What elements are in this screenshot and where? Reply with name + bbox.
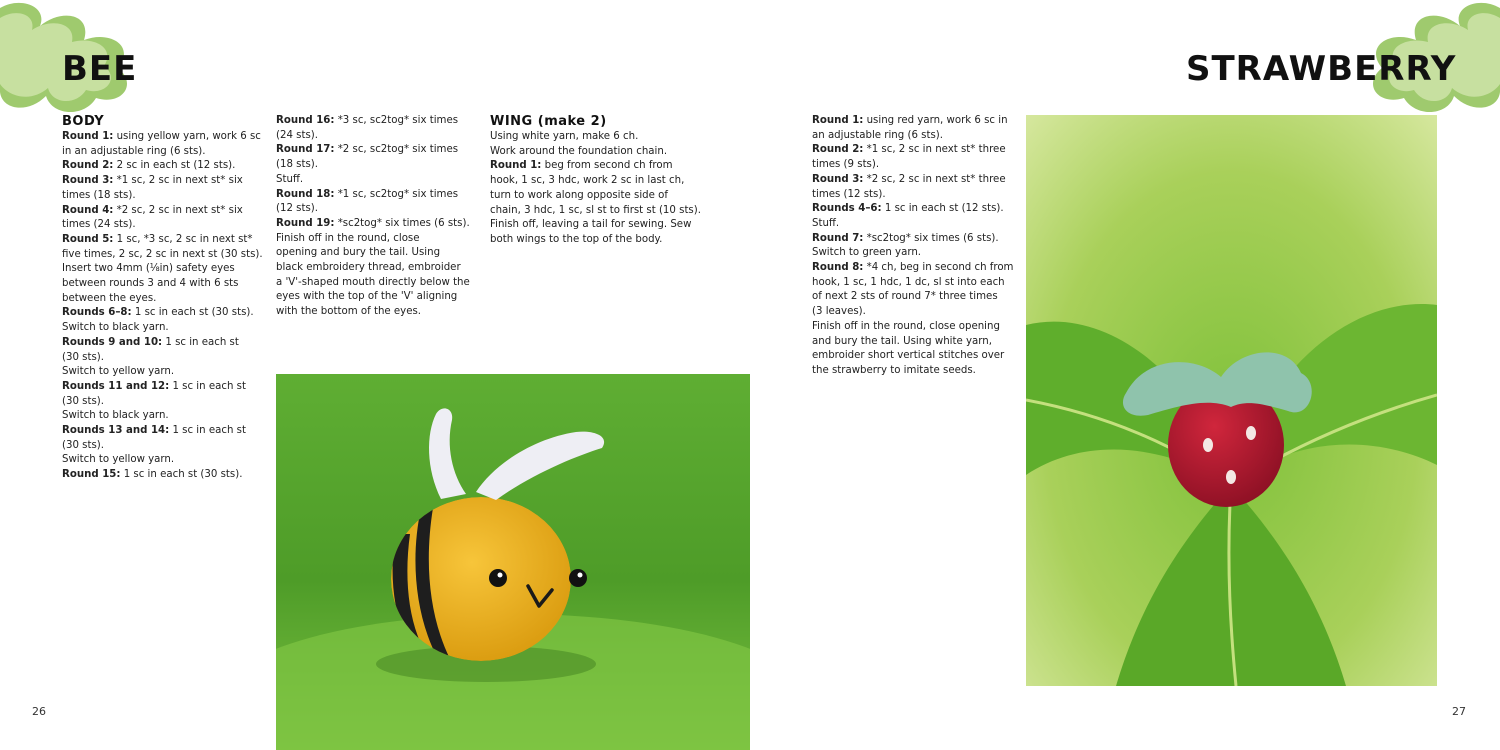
instruction-text: *sc2tog* six times (6 sts). xyxy=(863,232,999,244)
instruction-text: 1 sc in each st (30 sts). xyxy=(120,469,243,481)
instruction-text: *sc2tog* six times (6 sts). xyxy=(334,217,470,229)
instruction-text: (12 sts). xyxy=(276,203,318,215)
round-label: Round 3: xyxy=(812,173,864,185)
instruction-line xyxy=(812,173,1017,188)
instruction-text: hook, 1 sc, 3 hdc, work 2 sc in last ch, xyxy=(490,175,685,187)
page-number-right: 27 xyxy=(1452,705,1466,718)
instruction-text: Finish off in the round, close xyxy=(276,232,420,244)
instruction-text: both wings to the top of the body. xyxy=(490,233,663,245)
instruction-text: with the bottom of the eyes. xyxy=(276,306,422,318)
page-number-left: 26 xyxy=(32,705,46,718)
round-label: Round 1: xyxy=(62,131,114,142)
instruction-line xyxy=(812,217,1017,232)
round-label: Round 18: xyxy=(276,188,335,200)
round-label: Round 19: xyxy=(276,217,335,229)
instruction-line xyxy=(276,232,476,247)
instruction-line xyxy=(812,364,1017,379)
round-label: Round 15: xyxy=(62,469,121,481)
round-label: Round 16: xyxy=(276,115,335,126)
instruction-text: *2 sc, sc2tog* six times xyxy=(334,144,459,156)
instruction-line xyxy=(276,129,476,144)
instruction-text: a 'V'-shaped mouth directly below the xyxy=(276,276,470,288)
instruction-line xyxy=(276,188,476,203)
instruction-line xyxy=(62,233,262,248)
instruction-line xyxy=(812,305,1017,320)
instruction-text: and bury the tail. Using white yarn, xyxy=(812,335,992,347)
instruction-line xyxy=(62,174,262,189)
instruction-line xyxy=(490,233,700,248)
instruction-line xyxy=(62,453,262,468)
strawberry-pattern-column xyxy=(812,114,1017,379)
instruction-text: 1 sc in each st (12 sts). xyxy=(881,203,1004,215)
instruction-text: Stuff. xyxy=(812,217,840,229)
instruction-text: beg from second ch from xyxy=(541,160,673,172)
bee-photo xyxy=(276,374,750,750)
body-heading: BODY xyxy=(62,114,105,129)
instruction-text: turn to work along opposite side of xyxy=(490,189,668,201)
instruction-text: eyes with the top of the 'V' aligning xyxy=(276,291,458,303)
instruction-line xyxy=(62,439,262,454)
instruction-line xyxy=(812,261,1017,276)
instruction-line xyxy=(490,130,700,145)
instruction-line xyxy=(276,305,476,320)
instruction-text: opening and bury the tail. Using xyxy=(276,247,441,259)
instruction-line xyxy=(276,246,476,261)
instruction-line xyxy=(812,290,1017,305)
bee-title: BEE xyxy=(62,49,138,89)
round-label: Round 8: xyxy=(812,262,864,274)
instruction-text: of next 2 sts of round 7* three times xyxy=(812,291,998,303)
instruction-line xyxy=(812,320,1017,335)
instruction-line xyxy=(812,349,1017,364)
instruction-line xyxy=(812,129,1017,144)
instruction-line xyxy=(276,276,476,291)
wing-instructions xyxy=(490,130,700,248)
instruction-line xyxy=(490,145,700,160)
instruction-text: chain, 3 hdc, 1 sc, sl st to first st (10 sts). xyxy=(490,204,701,216)
round-label: Rounds 9 and 10: xyxy=(62,336,163,348)
instruction-line xyxy=(812,232,1017,247)
instruction-line xyxy=(62,204,262,219)
round-label: Round 4: xyxy=(62,204,114,216)
body-instructions-cont xyxy=(276,114,476,320)
instruction-line xyxy=(62,189,262,204)
instruction-line xyxy=(62,365,262,380)
instruction-line xyxy=(62,277,262,292)
instruction-text: (30 sts). xyxy=(62,439,104,451)
instruction-text: *4 ch, beg in second ch from xyxy=(863,262,1014,274)
instruction-text: Switch to black yarn. xyxy=(62,410,169,422)
round-label: Rounds 6–8: xyxy=(62,307,132,319)
instruction-line xyxy=(276,158,476,173)
instruction-line xyxy=(62,262,262,277)
instruction-text: using yellow yarn, work 6 sc xyxy=(113,131,261,142)
instruction-line xyxy=(812,188,1017,203)
instruction-line xyxy=(62,292,262,307)
instruction-line xyxy=(62,409,262,424)
instruction-text: Work around the foundation chain. xyxy=(490,145,668,157)
instruction-text: times (18 sts). xyxy=(62,189,136,201)
instruction-text: times (12 sts). xyxy=(812,188,886,200)
instruction-text: using red yarn, work 6 sc in xyxy=(863,115,1008,126)
round-label: Rounds 13 and 14: xyxy=(62,425,170,437)
instruction-text: 1 sc in each st xyxy=(169,380,246,392)
instruction-text: times (24 sts). xyxy=(62,219,136,231)
instruction-text: (30 sts). xyxy=(62,395,104,407)
instruction-text: (18 sts). xyxy=(276,159,318,171)
instruction-line xyxy=(276,217,476,232)
instruction-line xyxy=(276,261,476,276)
instruction-line xyxy=(812,158,1017,173)
instruction-line xyxy=(490,218,700,233)
instruction-line xyxy=(812,276,1017,291)
round-label: Round 1: xyxy=(490,160,542,172)
instruction-text: (24 sts). xyxy=(276,129,318,141)
instruction-line xyxy=(490,159,700,174)
instruction-line xyxy=(62,130,262,145)
instruction-text: Insert two 4mm (⅛in) safety eyes xyxy=(62,263,235,275)
instruction-line xyxy=(812,114,1017,129)
round-label: Rounds 4–6: xyxy=(812,203,882,215)
instruction-text: (30 sts). xyxy=(62,351,104,363)
instruction-text: between rounds 3 and 4 with 6 sts xyxy=(62,278,239,290)
round-label: Round 17: xyxy=(276,144,335,156)
instruction-line xyxy=(490,204,700,219)
bee-body-cont-column xyxy=(276,114,476,320)
instruction-text: between the eyes. xyxy=(62,292,157,304)
instruction-line xyxy=(62,321,262,336)
instruction-line xyxy=(62,424,262,439)
instruction-text: *2 sc, 2 sc in next st* three xyxy=(863,173,1006,185)
instruction-line xyxy=(490,189,700,204)
instruction-text: embroider short vertical stitches over xyxy=(812,350,1005,362)
body-instructions xyxy=(62,130,262,483)
instruction-text: Stuff. xyxy=(276,173,304,185)
instruction-line xyxy=(276,173,476,188)
instruction-line xyxy=(62,351,262,366)
instruction-line xyxy=(62,395,262,410)
round-label: Rounds 11 and 12: xyxy=(62,380,170,392)
instruction-text: the strawberry to imitate seeds. xyxy=(812,364,976,376)
instruction-line xyxy=(276,202,476,217)
strawberry-title: STRAWBERRY xyxy=(1186,49,1457,89)
instruction-text: hook, 1 sc, 1 hdc, 1 dc, sl st into each xyxy=(812,276,1005,288)
instruction-line xyxy=(62,218,262,233)
instruction-text: *1 sc, sc2tog* six times xyxy=(334,188,459,200)
instruction-text: in an adjustable ring (6 sts). xyxy=(62,145,206,157)
instruction-text: Finish off, leaving a tail for sewing. Sew xyxy=(490,219,692,231)
instruction-text: *1 sc, 2 sc in next st* six xyxy=(113,175,243,187)
instruction-text: 1 sc in each st xyxy=(169,425,246,437)
round-label: Round 5: xyxy=(62,233,114,245)
instruction-line xyxy=(62,145,262,160)
instruction-line xyxy=(490,174,700,189)
instruction-text: 2 sc in each st (12 sts). xyxy=(113,160,236,172)
instruction-line xyxy=(62,468,262,483)
instruction-text: Switch to green yarn. xyxy=(812,247,922,259)
instruction-text: Using white yarn, make 6 ch. xyxy=(490,131,639,142)
instruction-text: 1 sc in each st xyxy=(162,336,239,348)
instruction-line xyxy=(276,290,476,305)
round-label: Round 3: xyxy=(62,175,114,187)
instruction-line xyxy=(62,159,262,174)
instruction-text: *1 sc, 2 sc in next st* three xyxy=(863,144,1006,156)
instruction-text: Switch to yellow yarn. xyxy=(62,454,175,466)
bee-body-column xyxy=(62,114,262,483)
round-label: Round 1: xyxy=(812,115,864,126)
instruction-line xyxy=(812,143,1017,158)
instruction-line xyxy=(812,202,1017,217)
bee-wing-column xyxy=(490,114,700,248)
instruction-text: black embroidery thread, embroider xyxy=(276,262,461,274)
instruction-text: (3 leaves). xyxy=(812,306,866,318)
instruction-text: Switch to black yarn. xyxy=(62,322,169,334)
instruction-text: Switch to yellow yarn. xyxy=(62,366,175,378)
instruction-line xyxy=(812,246,1017,261)
round-label: Round 2: xyxy=(62,160,114,172)
instruction-line xyxy=(62,380,262,395)
instruction-text: Finish off in the round, close opening xyxy=(812,320,1000,332)
instruction-line xyxy=(276,143,476,158)
wing-heading: WING (make 2) xyxy=(490,114,607,129)
instruction-text: 1 sc in each st (30 sts). xyxy=(131,307,254,319)
instruction-line xyxy=(62,248,262,263)
instruction-text: an adjustable ring (6 sts). xyxy=(812,129,943,141)
instruction-text: *3 sc, sc2tog* six times xyxy=(334,115,459,126)
round-label: Round 2: xyxy=(812,144,864,156)
instruction-line xyxy=(812,335,1017,350)
instruction-text: *2 sc, 2 sc in next st* six xyxy=(113,204,243,216)
instruction-text: times (9 sts). xyxy=(812,159,880,171)
instruction-line xyxy=(62,336,262,351)
instruction-text: 1 sc, *3 sc, 2 sc in next st* xyxy=(113,233,253,245)
round-label: Round 7: xyxy=(812,232,864,244)
instruction-line xyxy=(276,114,476,129)
strawberry-photo xyxy=(1026,115,1437,686)
instruction-line xyxy=(62,306,262,321)
strawberry-instructions xyxy=(812,114,1017,379)
instruction-text: five times, 2 sc, 2 sc in next st (30 sts). xyxy=(62,248,263,260)
